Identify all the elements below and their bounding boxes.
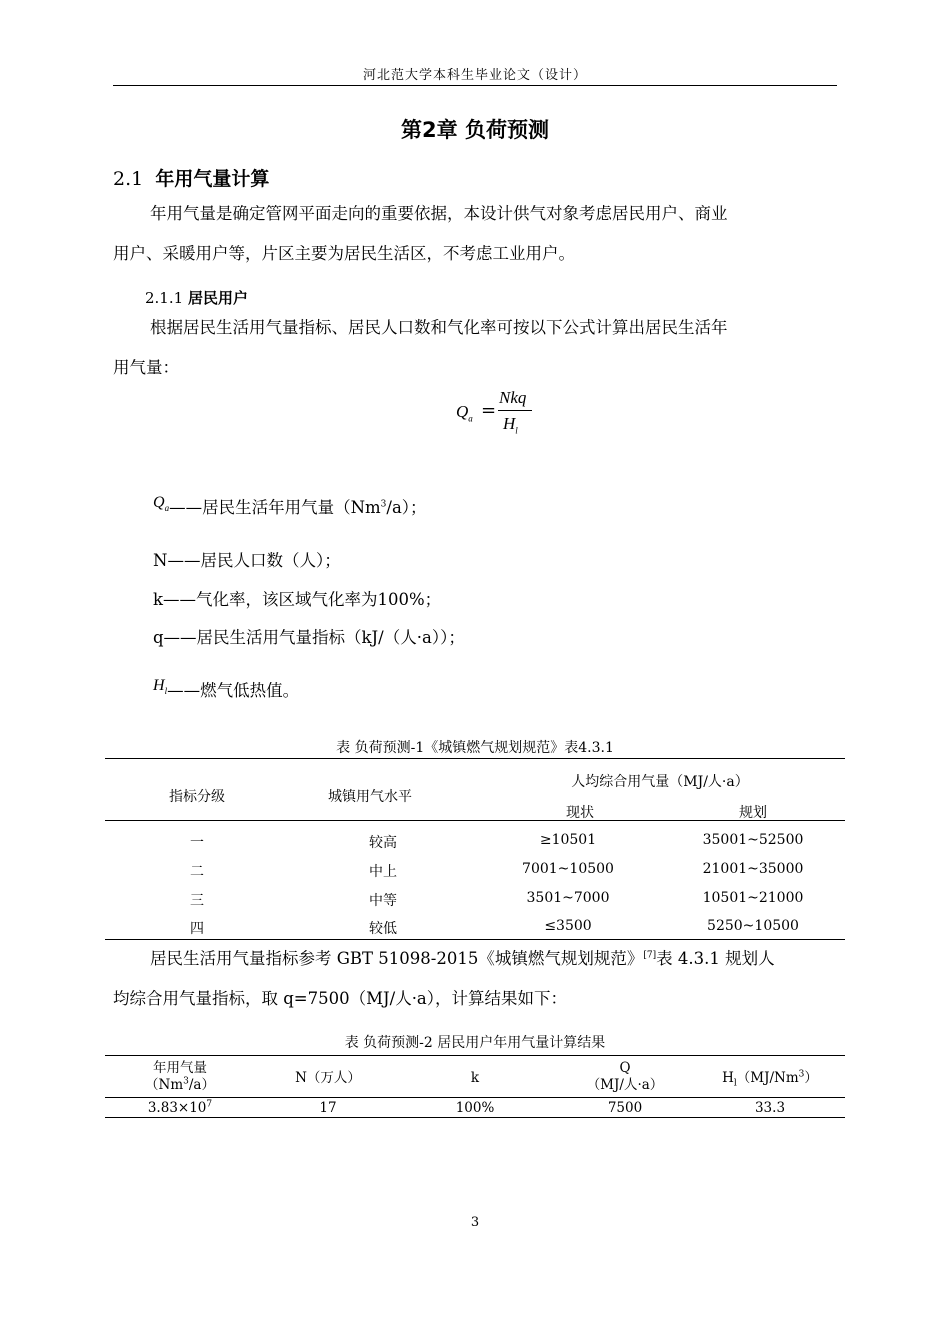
- subsection-title: 居民用户: [187, 289, 248, 307]
- table2-bottom-rule: [105, 1117, 845, 1118]
- table-row: [0, 861, 950, 890]
- table1-row1-level: 一: [190, 835, 204, 851]
- table2-cell-hl: 33.3: [754, 1100, 786, 1116]
- table2-header-k: k: [470, 1070, 480, 1086]
- table2-header-hl: $H_l(MJ/Nm^3)$: [722, 1069, 818, 1089]
- table1-row3-planned: 10501~21000: [702, 890, 804, 906]
- table1-row1-current: ≥10501: [539, 832, 597, 848]
- table1-row1-gas-level: 较高: [369, 835, 397, 851]
- table1-row2-level: 二: [190, 864, 204, 880]
- formula-denominator: $H_l$: [503, 414, 518, 436]
- table1-row2-gas-level: 中上: [369, 864, 397, 880]
- table-row: [0, 1100, 950, 1118]
- table1-header-gas-level: 城镇用气水平: [328, 789, 412, 805]
- resident-intro-line-2: 用气量：: [113, 358, 179, 377]
- intro-line-2: 用户、采暖用户等，片区主要为居民生活区，不考虑工业用户。: [113, 244, 575, 263]
- table2-header-rule: [105, 1097, 845, 1098]
- page-number: 3: [470, 1215, 480, 1230]
- table2-cell-q: 7500: [607, 1100, 643, 1116]
- table2-header-q: Q （MJ/人·a）: [586, 1060, 664, 1093]
- table1-row2-current: 7001~10500: [522, 861, 614, 877]
- table2-cell-annual: $3.83\times 10^7$: [147, 1099, 213, 1116]
- table1-header-level: 指标分级: [169, 789, 225, 805]
- definition-qa-symbol: $Q_a$: [153, 494, 170, 514]
- subsection-heading: [145, 287, 248, 308]
- table2-header-annual: 年用气量 （Nm$^3$/a）: [145, 1060, 215, 1093]
- formula-lhs: $Q_a$: [456, 402, 473, 424]
- table2-caption: 表 负荷预测-2 居民用户年用气量计算结果: [344, 1035, 606, 1051]
- table1-top-rule: [105, 758, 845, 759]
- reference-line-2: 均综合用气量指标，取 q=7500（MJ/人·a），计算结果如下：: [113, 989, 568, 1008]
- formula-equals: =: [481, 400, 497, 421]
- table1-header-per-capita: 人均综合用气量（MJ/人·a）: [571, 774, 749, 790]
- table2-cell-n: 17: [319, 1100, 337, 1116]
- definition-hl: $H_l——$燃气低热值。: [153, 677, 300, 700]
- table-row: [0, 832, 950, 861]
- table2-header-n: N（万人）: [295, 1070, 361, 1086]
- chapter-title: 第2章 负荷预测: [401, 118, 549, 142]
- table1-row4-gas-level: 较低: [369, 921, 397, 937]
- definition-k: k——气化率，该区域气化率为100%；: [153, 590, 442, 609]
- page-header: 河北范大学本科生毕业论文（设计）: [362, 68, 587, 83]
- table1-header-rule: [105, 820, 845, 821]
- table1-header-planned: 规划: [739, 805, 767, 821]
- formula-numerator: Nkq: [499, 388, 527, 407]
- table1-caption: 表 负荷预测-1《城镇燃气规划规范》表4.3.1: [336, 740, 614, 756]
- table1-row4-planned: 5250~10500: [707, 918, 799, 934]
- intro-line-1: 年用气量是确定管网平面走向的重要依据，本设计供气对象考虑居民用户、商业: [150, 204, 728, 223]
- section-title: 年用气量计算: [155, 168, 270, 190]
- table1-row3-level: 三: [190, 893, 204, 909]
- subsection-number: 2.1.1: [145, 289, 184, 307]
- table-row: [0, 890, 950, 919]
- reference-line-1: 居民生活用气量指标参考 GBT 51098-2015《城镇燃气规划规范》[7]表 4.3.1 规划人: [150, 949, 775, 968]
- table1-bottom-rule: [105, 939, 845, 940]
- definition-n: N——居民人口数（人）；: [153, 551, 341, 570]
- table2-cell-k: 100%: [455, 1100, 495, 1116]
- resident-intro-line-1: 根据居民生活用气量指标、居民人口数和气化率可按以下公式计算出居民生活年: [150, 318, 728, 337]
- section-number: 2.1: [113, 168, 144, 190]
- table1-row2-planned: 21001~35000: [702, 861, 804, 877]
- definition-q: q——居民生活用气量指标（kJ/（人·a））；: [153, 628, 465, 647]
- table1-header-current: 现状: [566, 805, 594, 821]
- table1-row3-gas-level: 中等: [369, 893, 397, 909]
- table2-top-rule: [105, 1055, 845, 1056]
- table-row: [0, 918, 950, 940]
- formula: [456, 386, 546, 446]
- definition-qa: $Q_a——$居民生活年用气量（Nm$^3$/a）；: [153, 494, 427, 517]
- fraction-bar: [498, 410, 532, 411]
- table1-row4-current: ≤3500: [544, 918, 592, 934]
- definition-hl-symbol: $H_l$: [153, 677, 168, 697]
- section-heading: [113, 164, 269, 191]
- header-rule: [113, 85, 837, 86]
- table1-row4-level: 四: [190, 921, 204, 937]
- table1-row1-planned: 35001~52500: [702, 832, 804, 848]
- table1-row3-current: 3501~7000: [526, 890, 610, 906]
